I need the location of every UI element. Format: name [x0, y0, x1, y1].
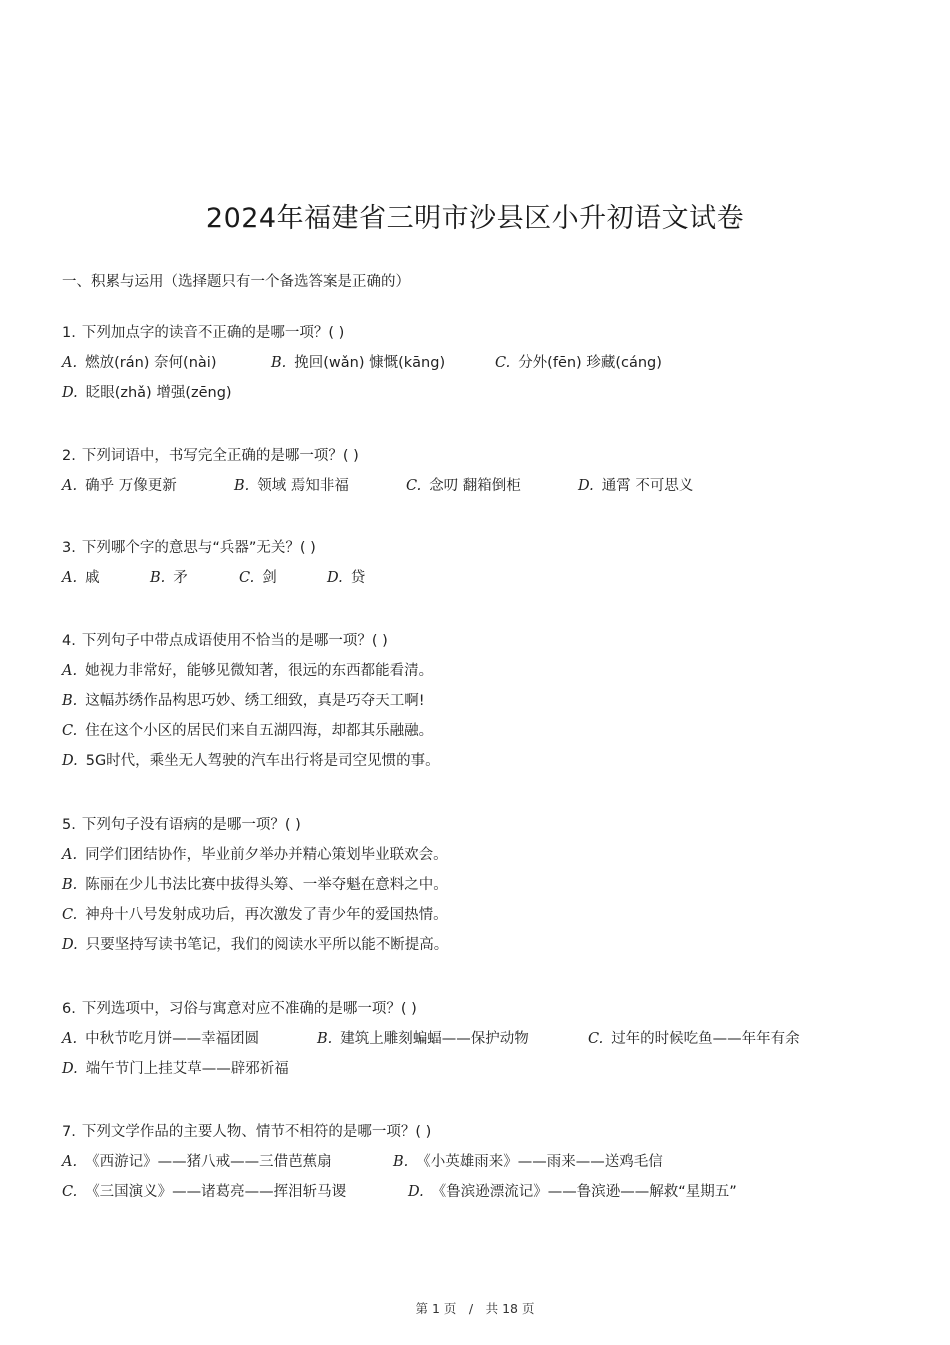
- option-text: 《西游记》——猪八戒——三借芭蕉扇: [85, 1154, 332, 1170]
- option-d: [408, 1177, 737, 1207]
- question-stem: [62, 441, 892, 471]
- option-letter: C.: [495, 355, 511, 371]
- option-text: 《鲁滨逊漂流记》——鲁滨逊——解救“星期五”: [431, 1184, 737, 1200]
- page-footer: 第 1 页 / 共 18 页: [415, 1301, 535, 1316]
- option-c: [588, 1024, 800, 1054]
- question-number: 1.: [62, 325, 76, 341]
- option-letter: B.: [62, 877, 78, 893]
- option-text: 通霄 不可思义: [601, 478, 694, 494]
- option-row: [62, 563, 892, 593]
- option-c: [62, 900, 892, 930]
- option-text: 陈丽在少儿书法比赛中拔得头筹、一举夺魁在意料之中。: [85, 877, 448, 893]
- question-text: 下列句子没有语病的是哪一项？( ): [81, 817, 301, 833]
- option-row: [62, 378, 892, 408]
- option-b: [271, 348, 445, 378]
- option-text: 建筑上雕刻蝙蝠——保护动物: [340, 1031, 529, 1047]
- option-b: [62, 870, 892, 900]
- option-row: [62, 1177, 892, 1207]
- question-7: [62, 1117, 892, 1207]
- option-d: [327, 563, 365, 593]
- question-stem: [62, 994, 892, 1024]
- question-stem: [62, 318, 892, 348]
- option-letter: C.: [62, 907, 78, 923]
- option-text: 念叨 翻箱倒柜: [429, 478, 521, 494]
- option-letter: B.: [317, 1031, 333, 1047]
- option-text: 她视力非常好，能够见微知著，很远的东西都能看清。: [85, 663, 434, 679]
- option-c: [406, 471, 521, 501]
- option-text: 5G时代，乘坐无人驾驶的汽车出行将是司空见惯的事。: [85, 753, 440, 769]
- option-text: 戚: [85, 570, 100, 586]
- option-row: [62, 1147, 892, 1177]
- option-text: 领域 焉知非福: [257, 478, 349, 494]
- option-letter: D.: [62, 753, 78, 769]
- option-text: 挽回(wǎn) 慷慨(kāng): [294, 355, 446, 371]
- option-letter: C.: [406, 478, 422, 494]
- option-text: 过年的时候吃鱼——年年有余: [611, 1031, 800, 1047]
- option-d: [62, 746, 892, 776]
- option-letter: B.: [393, 1154, 409, 1170]
- question-number: 3.: [62, 540, 76, 556]
- option-letter: A.: [62, 1154, 78, 1170]
- option-b: [62, 686, 892, 716]
- question-number: 4.: [62, 633, 76, 649]
- question-stem: [62, 810, 892, 840]
- option-row: [62, 1054, 892, 1084]
- option-a: [62, 471, 177, 501]
- option-letter: D.: [327, 570, 343, 586]
- option-letter: A.: [62, 663, 78, 679]
- option-c: [239, 563, 277, 593]
- question-text: 下列哪个字的意思与“兵器”无关？( ): [81, 540, 316, 556]
- question-number: 2.: [62, 448, 76, 464]
- option-letter: C.: [588, 1031, 604, 1047]
- option-text: 矛: [173, 570, 188, 586]
- option-a: [62, 1024, 259, 1054]
- option-c: [62, 1177, 346, 1207]
- option-c: [495, 348, 662, 378]
- option-text: 同学们团结协作，毕业前夕举办并精心策划毕业联欢会。: [85, 847, 448, 863]
- option-letter: D.: [408, 1184, 424, 1200]
- option-d: [62, 1054, 289, 1084]
- question-stem: [62, 533, 892, 563]
- option-d: [62, 378, 232, 408]
- option-letter: B.: [234, 478, 250, 494]
- question-stem: [62, 1117, 892, 1147]
- option-row: [62, 471, 892, 501]
- question-number: 6.: [62, 1001, 76, 1017]
- option-text: 住在这个小区的居民们来自五湖四海，却都其乐融融。: [85, 723, 434, 739]
- question-1: [62, 318, 892, 408]
- option-d: [62, 930, 892, 960]
- option-row: [62, 1024, 892, 1054]
- question-stem: [62, 626, 892, 656]
- option-row: [62, 348, 892, 378]
- option-text: 只要坚持写读书笔记，我们的阅读水平所以能不断提高。: [85, 937, 449, 953]
- option-letter: A.: [62, 847, 78, 863]
- option-text: 燃放(rán) 奈何(nài): [85, 355, 217, 371]
- option-a: [62, 1147, 332, 1177]
- option-text: 分外(fēn) 珍藏(cáng): [518, 355, 662, 371]
- option-text: 神舟十八号发射成功后，再次激发了青少年的爱国热情。: [85, 907, 448, 923]
- option-a: [62, 840, 892, 870]
- option-letter: A.: [62, 570, 78, 586]
- option-a: [62, 348, 216, 378]
- option-letter: C.: [239, 570, 255, 586]
- option-text: 贷: [350, 570, 366, 586]
- option-a: [62, 563, 100, 593]
- question-text: 下列文学作品的主要人物、情节不相符的是哪一项？( ): [81, 1124, 432, 1140]
- option-text: 中秋节吃月饼——幸福团圆: [85, 1031, 260, 1047]
- option-text: 确乎 万像更新: [85, 478, 177, 494]
- option-letter: D.: [62, 1061, 78, 1077]
- option-text: 这幅苏绣作品构思巧妙、绣工细致，真是巧夺天工啊!: [85, 693, 425, 709]
- question-text: 下列选项中，习俗与寓意对应不准确的是哪一项？( ): [81, 1001, 417, 1017]
- option-letter: B.: [62, 693, 78, 709]
- option-b: [317, 1024, 529, 1054]
- question-5: [62, 810, 892, 960]
- option-letter: D.: [62, 385, 78, 401]
- option-letter: D.: [62, 937, 78, 953]
- page-title: 2024年福建省三明市沙县区小升初语文试卷: [205, 203, 745, 234]
- question-4: [62, 626, 892, 776]
- option-letter: C.: [62, 723, 78, 739]
- question-text: 下列句子中带点成语使用不恰当的是哪一项？( ): [81, 633, 388, 649]
- option-b: [234, 471, 349, 501]
- option-text: 眨眼(zhǎ) 增强(zēng): [85, 385, 232, 401]
- question-6: [62, 994, 892, 1084]
- option-letter: A.: [62, 355, 78, 371]
- option-c: [62, 716, 892, 746]
- question-number: 7.: [62, 1124, 76, 1140]
- question-number: 5.: [62, 817, 76, 833]
- question-text: 下列加点字的读音不正确的是哪一项？( ): [81, 325, 345, 341]
- option-text: 《三国演义》——诸葛亮——挥泪斩马谡: [85, 1184, 347, 1200]
- option-letter: A.: [62, 1031, 78, 1047]
- option-b: [393, 1147, 663, 1177]
- option-letter: B.: [150, 570, 166, 586]
- question-3: [62, 533, 892, 593]
- option-letter: C.: [62, 1184, 78, 1200]
- option-letter: A.: [62, 478, 78, 494]
- option-letter: B.: [271, 355, 287, 371]
- question-2: [62, 441, 892, 501]
- option-text: 剑: [262, 570, 277, 586]
- option-text: 端午节门上挂艾草——辟邪祈福: [85, 1061, 289, 1077]
- question-text: 下列词语中，书写完全正确的是哪一项？( ): [81, 448, 359, 464]
- option-b: [150, 563, 188, 593]
- option-a: [62, 656, 892, 686]
- option-text: 《小英雄雨来》——雨来——送鸡毛信: [416, 1154, 663, 1170]
- option-d: [578, 471, 693, 501]
- section-heading: 一、积累与运用（选择题只有一个备选答案是正确的）: [62, 274, 410, 290]
- option-letter: D.: [578, 478, 594, 494]
